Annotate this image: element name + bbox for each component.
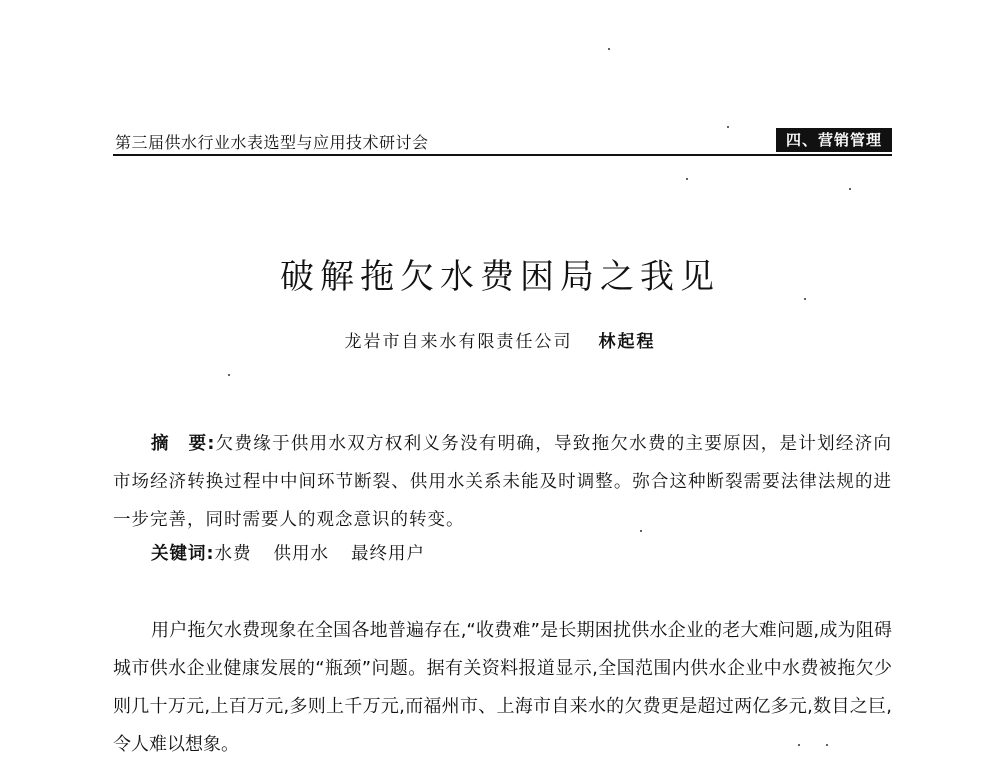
scan-speck (727, 126, 729, 128)
keyword-item: 水费 (214, 544, 252, 564)
scan-speck (608, 48, 610, 50)
scan-speck (849, 188, 851, 190)
keyword-item: 最终用户 (351, 544, 425, 564)
abstract-label: 摘 要: (151, 434, 216, 454)
article-title: 破解拖欠水费困局之我见 (280, 256, 720, 297)
author-organization: 龙岩市自来水有限责任公司 (344, 332, 573, 352)
author-name: 林起程 (598, 332, 656, 352)
section-badge: 四、营销管理 (776, 128, 892, 152)
byline (0, 327, 1000, 352)
abstract-text: 欠费缘于供用水双方权利义务没有明确，导致拖欠水费的主要原因，是计划经济向市场经济转换过程中中间环节断裂、供用水关系未能及时调整。弥合这种断裂需要法律法规的进一步完善，同时需要人的观念意识的转变。 (113, 434, 893, 530)
keywords-label: 关键词: (151, 544, 215, 564)
scan-speck (228, 374, 230, 376)
scan-speck (826, 744, 828, 746)
keywords (151, 540, 447, 565)
scan-speck (804, 298, 806, 300)
keyword-item: 供用水 (273, 544, 329, 564)
scan-speck (798, 744, 800, 746)
running-header (113, 126, 892, 156)
body-paragraph: 用户拖欠水费现象在全国各地普遍存在,“收费难”是长期困扰供水企业的老大难问题,成为阻碍城市供水企业健康发展的“瓶颈”问题。据有关资料报道显示,全国范围内供水企业中水费被拖欠少则几十万元,上百万元,多则上千万元,而福州市、上海市自来水的欠费更是超过两亿多元,数目之巨,令人难以想象。 (113, 620, 892, 755)
conference-title: 第三届供水行业水表选型与应用技术研讨会 (115, 133, 429, 152)
abstract (113, 425, 892, 539)
scan-speck (686, 178, 688, 180)
scan-speck (640, 530, 642, 532)
